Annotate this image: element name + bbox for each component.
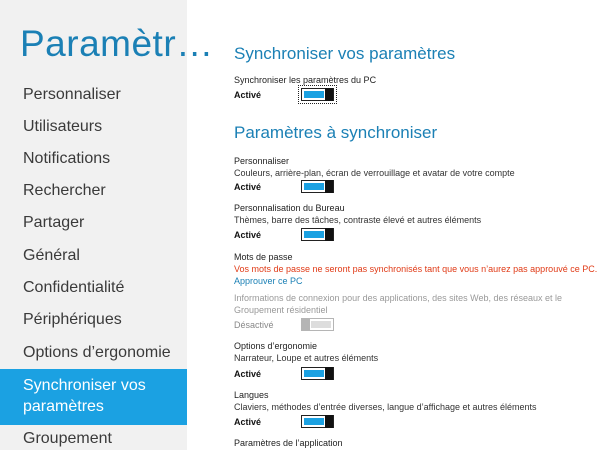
sidebar-item-partager[interactable]: Partager xyxy=(23,214,85,231)
sidebar-item-personnaliser[interactable]: Personnaliser xyxy=(23,86,121,103)
sidebar-item-notifications[interactable]: Notifications xyxy=(23,150,111,167)
sidebar-item-confidentialite[interactable]: Confidentialité xyxy=(23,279,125,296)
languages-state: Activé xyxy=(234,417,262,427)
personalize-desc: Couleurs, arrière-plan, écran de verrouillage et avatar de votre compte xyxy=(234,168,515,178)
sidebar-item-synchroniser-line1: Synchroniser vos xyxy=(23,377,146,394)
sidebar-item-synchroniser-line2: paramètres xyxy=(23,398,104,415)
sidebar-item-options-ergonomie[interactable]: Options d’ergonomie xyxy=(23,344,171,361)
personalize-state: Activé xyxy=(234,182,262,192)
toggle-fill xyxy=(304,418,324,425)
sidebar-item-groupement[interactable]: Groupement xyxy=(23,430,112,447)
passwords-label: Mots de passe xyxy=(234,252,293,262)
toggle-fill xyxy=(304,370,324,377)
app-title: Paramètr… xyxy=(20,23,214,64)
toggle-thumb xyxy=(325,367,333,380)
passwords-toggle[interactable] xyxy=(301,318,334,331)
toggle-thumb xyxy=(325,228,333,241)
sidebar-item-synchroniser[interactable] xyxy=(0,369,187,425)
ease-desc: Narrateur, Loupe et autres éléments xyxy=(234,353,379,363)
passwords-info xyxy=(234,292,584,316)
sync-pc-toggle[interactable] xyxy=(301,88,334,101)
toggle-thumb xyxy=(325,415,333,428)
passwords-warning: Vos mots de passe ne seront pas synchronisés tant que vous n’aurez pas approuvé ce PC. xyxy=(234,264,598,274)
desktop-state: Activé xyxy=(234,230,262,240)
personalize-toggle[interactable] xyxy=(301,180,334,193)
sidebar-item-utilisateurs[interactable]: Utilisateurs xyxy=(23,118,103,135)
section-title-sync: Synchroniser vos paramètres xyxy=(234,44,456,63)
desktop-toggle[interactable] xyxy=(301,228,334,241)
desktop-desc: Thèmes, barre des tâches, contraste élevé et autres éléments xyxy=(234,215,482,225)
section-title-settings: Paramètres à synchroniser xyxy=(234,123,438,142)
ease-state: Activé xyxy=(234,369,262,379)
toggle-thumb xyxy=(325,180,333,193)
approve-pc-link[interactable]: Approuver ce PC xyxy=(234,276,303,286)
desktop-label: Personnalisation du Bureau xyxy=(234,203,345,213)
main-panel xyxy=(187,0,600,450)
ease-toggle[interactable] xyxy=(301,367,334,380)
sync-pc-label: Synchroniser les paramètres du PC xyxy=(234,75,377,85)
sync-pc-state: Activé xyxy=(234,90,262,100)
toggle-fill xyxy=(311,321,331,328)
ease-label: Options d’ergonomie xyxy=(234,341,318,351)
toggle-thumb xyxy=(325,88,333,101)
sidebar xyxy=(0,0,214,450)
toggle-fill xyxy=(304,91,324,98)
languages-desc: Claviers, méthodes d’entrée diverses, langue d’affichage et autres éléments xyxy=(234,402,537,412)
sidebar-item-general[interactable]: Général xyxy=(23,247,80,264)
passwords-info-line2: Groupement résidentiel xyxy=(234,305,328,315)
passwords-info-line1: Informations de connexion pour des applications, des sites Web, des réseaux et le xyxy=(234,293,563,303)
languages-toggle[interactable] xyxy=(301,415,334,428)
passwords-state: Désactivé xyxy=(234,320,274,330)
toggle-thumb xyxy=(302,318,310,331)
toggle-fill xyxy=(304,183,324,190)
sidebar-item-peripheriques[interactable]: Périphériques xyxy=(23,311,122,328)
app-settings-label: Paramètres de l’application xyxy=(234,438,343,448)
personalize-label: Personnaliser xyxy=(234,156,290,166)
sidebar-item-rechercher[interactable]: Rechercher xyxy=(23,182,106,199)
languages-label: Langues xyxy=(234,390,269,400)
toggle-fill xyxy=(304,231,324,238)
